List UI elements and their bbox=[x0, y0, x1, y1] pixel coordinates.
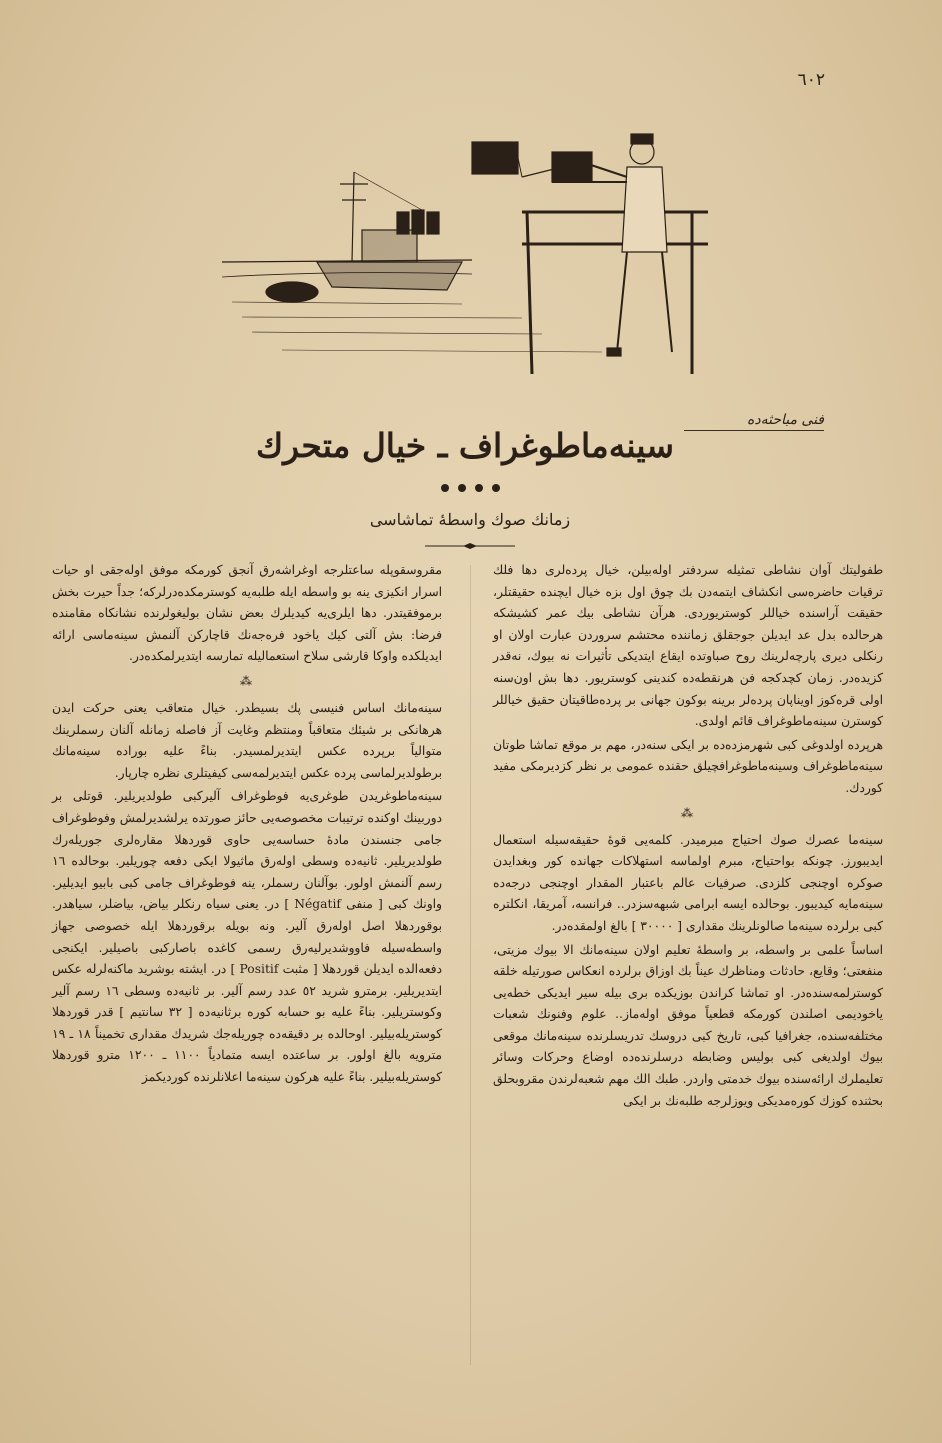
article-column-left bbox=[52, 560, 442, 1091]
article-subtitle: زمانك صوك واسطهٔ تماشاسی bbox=[369, 510, 571, 529]
paragraph: هرپرده اولدوغی کبی شهرمزده‌ده بر ایکی سنه‌در، مهم بر موقع تماشا طوتان سینه‌ماطوغراف وسینه‌ماطوغرافچیلق حقنده عمومی بر نظر کزدیرمکی مفید کوردك. bbox=[493, 737, 883, 795]
paragraph: مقروسقوپله ساعتلرجه اوغراشه‌رق آنجق کورمکه موفق اوله‌جقی او حیات اسرار انکیزی ینه بو واسطه ایله طلبه‌یه کوسترمکده‌درلرکه؛ جداً حیرت بخش برموفقیتدر. دها ایلری‌یه کیدیلرك بعض نشان بولیغولرنده نشانکاه مقامنده فرضا: بش آلتی کیك یاخود فره‌جه‌نك قاچارکن آلنمش سینه‌ماسی ارائه ایدیلکده واوکا قارشی سلاح استعمالیله تمارسه ایتدیرلمکده‌در. bbox=[52, 563, 442, 664]
article-title: سینه‌ماطوغراف ـ خیال متحرك bbox=[255, 426, 674, 465]
section-break: ⁂ bbox=[681, 805, 695, 820]
ornamental-divider bbox=[425, 543, 515, 549]
column-separator bbox=[470, 565, 471, 1365]
article-column-right bbox=[493, 560, 883, 1114]
ornament-dot bbox=[492, 484, 500, 492]
ornament-dot bbox=[458, 484, 466, 492]
paragraph: سینه‌مانك اساس فنیسی پك بسیطدر. خیال متعاقب یعنی حرکت ایدن هرهانکی بر شیئك متعاقباً ومنتظم وغایت آز فاصله زمانله آلنان رسملرینك متوالیاً برپرده عکس ایتدیرلمسیدر. بناءً علیه بوراده سینه‌مانك برطولدیرلماسی پرده عکس ایتدیرلمه‌سی کیفیتلری نظره چارپار. bbox=[52, 700, 442, 780]
paragraph: سینه‌ما عصرك صوك احتیاج مبرمیدر. کلمه‌یی قوهٔ حقیقه‌سیله استعمال ایدیبورز. چونکه بواحتیاج، مبرم اولماسه استهلاکات جهانده کور وبغدایدن صوکره اوچنجی کلزدی. صرفیات عالم باعتبار المقدار اوچنجی درجه‌ده سینه‌مایه کیدیبور. بوحالده ایسه ابرامی شبهه‌سزدر.. فرانسه، آمریقا، انکلتره کبی برلرده سینه‌ما صالونلرینك مقداری [ ٣٠٠٠٠ ] بالغ اولمقده‌در. bbox=[493, 832, 883, 933]
section-break: ⁂ bbox=[240, 673, 254, 688]
ornament-dot bbox=[475, 484, 483, 492]
paragraph: اساساً علمی بر واسطه، بر واسطهٔ تعلیم اولان سینه‌مانك الا بیوك مزیتی، منفعتی؛ وقایع، حادثات ومناظرك عیناً بك اوزاق برلرده انعکاس صورتیله خلقه کوسترلمه‌سنده‌در. او تماشا کراندن بوزیکده بری بیله سیر ایدیکی خطه‌یی یاخودیمی اصلندن کورمکه قطعیاً موفق اوله‌ماز.. علوم وفنونك شعبات مختلفه‌سنده، جغرافیا کبی، تاریخ کبی دروسك تدریسلرنده سینه‌مانك موقعی بیوك اولدیغی کبی بولیس وضابطه درسلرنده‌ده اوضاع وحرکات وسائر تعلیملرك ارائه‌سنده بیوك خدمتی واردر. طبك الك مهم شعبه‌لرندن مقروبحلق بحثنده کوزك کوره‌مدیکی ویوزلرجه طلبه‌نك بر ایکی bbox=[493, 942, 883, 1108]
paragraph: طفولیتك آوان نشاطی تمثیله سردفتر اوله‌بیلن، خیال پرده‌لری دها فلك ترقیات حاضره‌سی انکشاف ایتمه‌دن بك چوق اول بزه خیال ایچنده حقیقتلر، حقیقت آراسنده خیاللر کوستریوردی. هرآن نشاطی بیك عمر کشیشکه هرحالده بدل عد ایدیلن جوجقلق زماننده محتشم سروردن عبارت اولان او رنکلی دیری پارچه‌لرینك روح صباوتده ایقاع ایتدیکی تأثیرات نه بیوك، نه‌قدر کزیده‌در. زمان کچدکجه فن هرنقطه‌ده کندینی کوستریور. دها بش اون‌سنه اولی قره‌کوز اویناپان پرده‌لر برینه بوکون جهانی بر پرده‌طاقیتان حقیق خیاللر کوسترن سینه‌ماطوغراف قائم اولدی. bbox=[493, 563, 883, 729]
ship-and-flag-signaller-illustration bbox=[222, 112, 708, 374]
title-ornament-dots bbox=[420, 484, 520, 496]
paragraph: سینه‌ماطوغریدن طوغری‌یه فوطوغراف آلیرکبی طولدیریلیر. قوتلی بر دوربینك اوکنده ترتیبات مخصوصه‌یی حائز صورتده یرلشدیرلمش وفوطوغراف جامی جنسندن مادهٔ حساسه‌یی حاوی قوردهلا مقاره‌لری جوریله‌رك طولدیریلیر. ثانیه‌ده وسطی اوله‌رق ماثیولا ایکی دفعه چوریلیر. بوحالده ١٦ رسم آلنمش اولور. بوآلنان رسملر، ینه فوطوغراف جامی کبی بابیو ایدیلیر. واونك کبی [ منفی Négatif ] در. یعنی سیاه رنکلر بیاض، بیاضلر، سیاهدر. بوقوردهلا اصل اوله‌رق آلیر. ونه بویله برقوردهلا ایله خصوصی جهاز واسطه‌سیله فاووشدیرلیه‌رق رسمی کاغده باصارکبی باصیلیر. ایکنجی دفعه‌الده ایدیلن قوردهلا [ مثبت Positif ] در. ایشته بوشرید ماکنه‌لرله عکس ایتدیریلیر. برمترو شرید ٥٢ عدد رسم آلیر. بر ثانیه‌ده وسطی ١٦ رسم آلیر وکوستریلیر. بناءً علیه بو حسابه کوره برثانیه‌ده [ ٣٢ سانتیم ] قدر قوردهلا کوستریله‌بیلیر. اوحالده بر دقیقه‌ده چوریله‌جك شریدك مقداری تخمیناً ١٨ ـ ١٩ مترویه بالغ اولور. بر ساعتده ایسه متمادیاً ١١٠٠ ـ ١٢٠٠ مترو قوردهلا کوستریله‌بیلیر. بناءً علیه هرکون سینه‌ما اعلانلرنده کوردیکمز bbox=[52, 789, 443, 1085]
section-label: فنی مباحثه‌ده bbox=[684, 412, 824, 431]
page-number: ٦٠٢ bbox=[797, 70, 825, 90]
ornament-dot bbox=[441, 484, 449, 492]
